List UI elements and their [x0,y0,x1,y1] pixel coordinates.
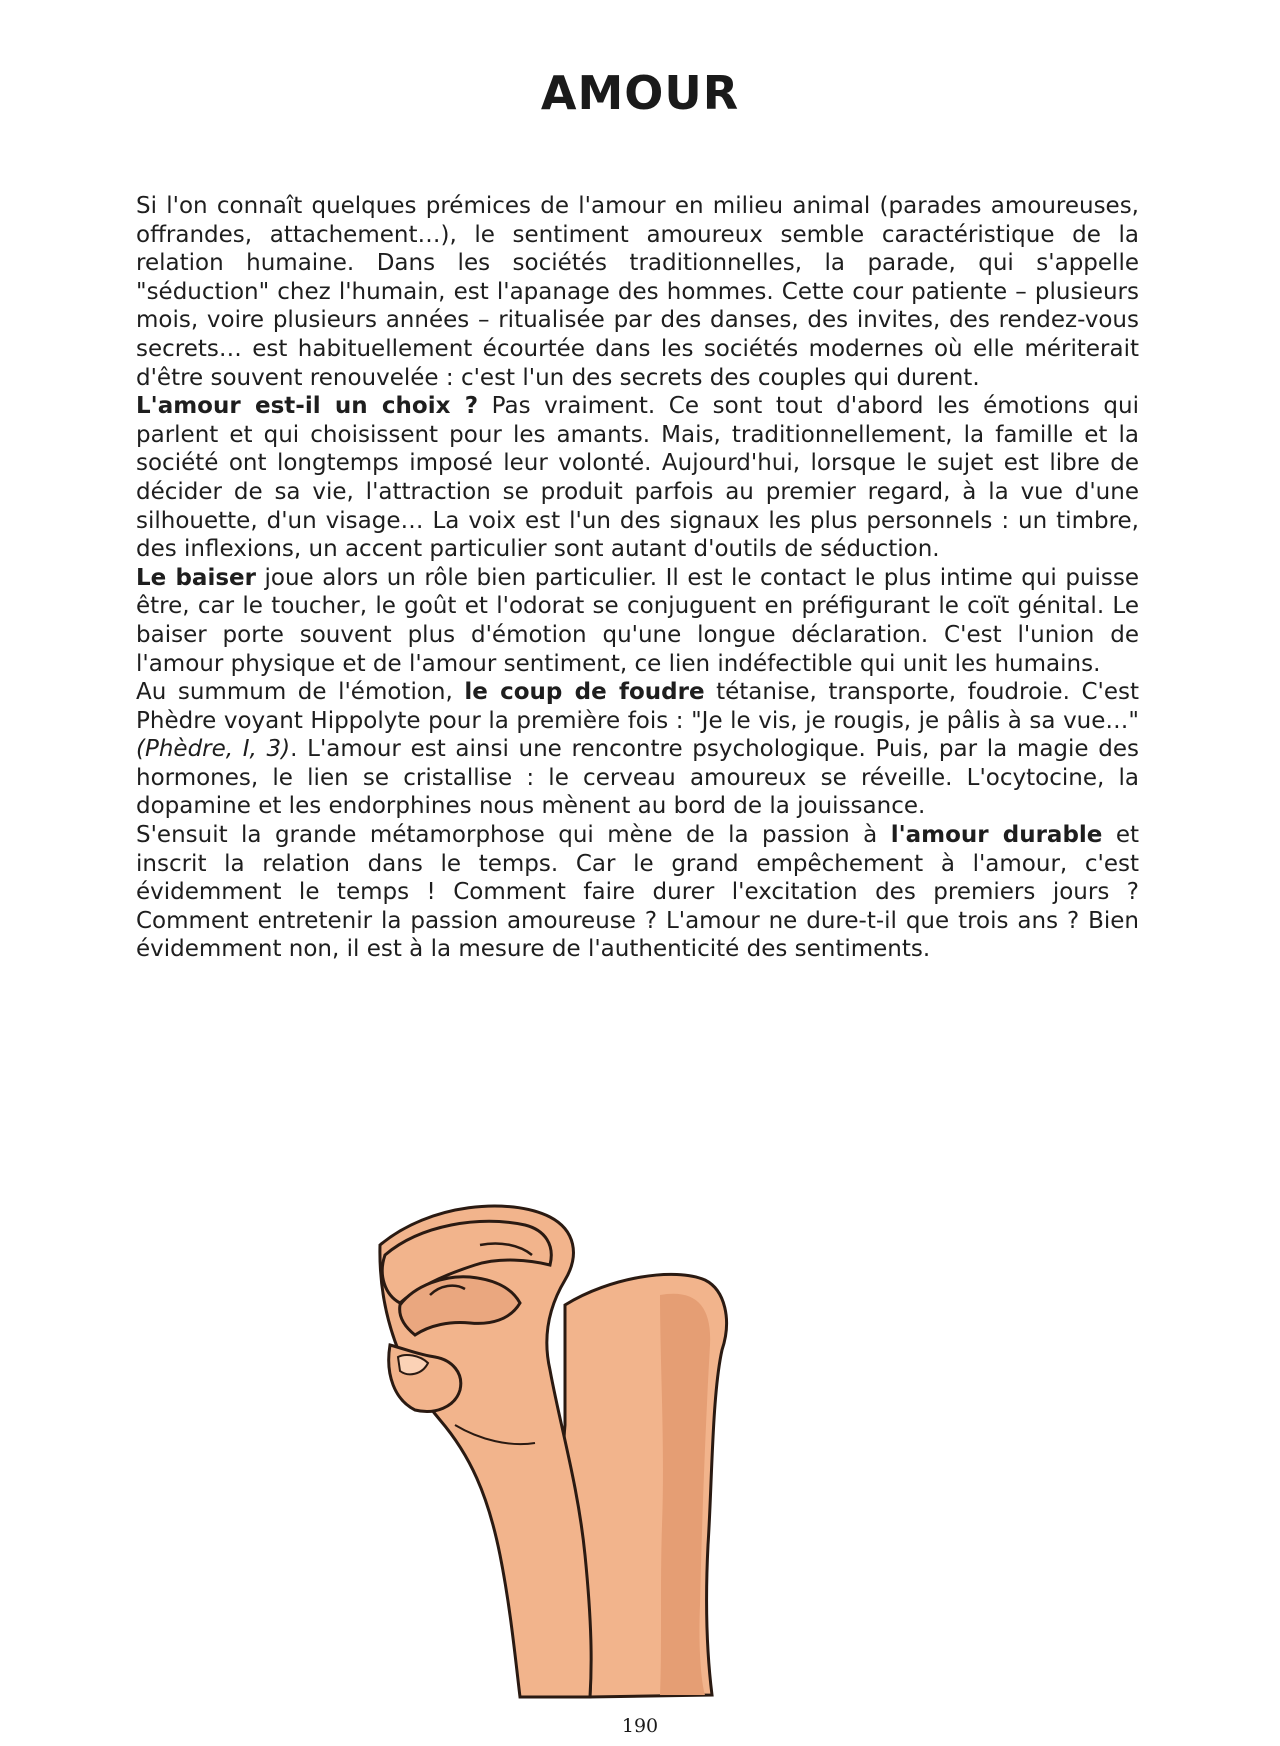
paragraph-1 [136,192,1139,392]
keyword-baiser: Le baiser [136,564,256,591]
paragraph-1-text: Si l'on connaît quelques prémices de l'amour en milieu animal (parades amoureuses, offrandes, attachement…), le sentiment amoureux semble caractéristique de la relation humaine. Dans les sociétés traditionnelles, la parade, qui s'appelle "séduction" chez l'humain, est l'apanage des hommes. Cette cour patiente – plusieurs mois, voire plusieurs années – ritualisée par des danses, des invites, des rendez-vous secrets… est habituellement écourtée dans les sociétés modernes où elle mériterait d'être souvent renouvelée : c'est l'un des secrets des couples qui durent. [136,193,1139,391]
paragraph-5-after: et inscrit la relation dans le temps. Car le grand empêchement à l'amour, c'est évidemment le temps ! Comment faire durer l'excitation des premiers jours ? Comment entretenir la passion amoureuse ? L'amour ne dure-t-il que trois ans ? Bien évidemment non, il est à la mesure de l'authenticité des sentiments. [136,822,1139,963]
paragraph-5 [136,821,1139,964]
article-body [136,192,1139,964]
paragraph-4-before: Au summum de l'émotion, [136,679,465,706]
page-number: 190 [621,1715,659,1737]
citation-phedre: (Phèdre, I, 3) [136,736,291,763]
paragraph-4 [136,678,1139,821]
paragraph-2-text: Pas vraiment. Ce sont tout d'abord les émotions qui parlent et qui choisissent pour les amants. Mais, traditionnellement, la famille et la société ont longtemps imposé leur volonté. Aujourd'hui, lorsque le sujet est libre de décider de sa vie, l'attraction se produit parfois au premier regard, à la vue d'une silhouette, d'un visage… La voix est l'un des signaux les plus personnels : un timbre, des inflexions, un accent particulier sont autant d'outils de séduction. [136,393,1139,563]
keyword-coup-de-foudre: le coup de foudre [464,679,705,706]
page-title: AMOUR [540,66,740,120]
keyword-amour-durable: l'amour durable [890,822,1103,849]
paragraph-2 [136,392,1139,564]
paragraph-3 [136,564,1139,678]
keyword-choix: L'amour est-il un choix ? [136,393,479,420]
paragraph-5-before: S'ensuit la grande métamorphose qui mène de la passion à [136,822,891,849]
paragraph-4-after: . L'amour est ainsi une rencontre psychologique. Puis, par la magie des hormones, le lien se cristallise : le cerveau amoureux se réveille. L'ocytocine, la dopamine et les endorphines nous mènent au bord de la jouissance. [136,736,1139,820]
paragraph-4-middle: tétanise, transporte, foudroie. C'est Phèdre voyant Hippolyte pour la première fois : "Je le vis, je rougis, je pâlis à sa vue…" [136,679,1139,734]
clasped-hands-illustration [360,1185,860,1705]
paragraph-3-text: joue alors un rôle bien particulier. Il est le contact le plus intime qui puisse être, car le toucher, le goût et l'odorat se conjuguent en préfigurant le coït génital. Le baiser porte souvent plus d'émotion qu'une longue déclaration. C'est l'union de l'amour physique et de l'amour sentiment, ce lien indéfectible qui unit les humains. [136,564,1140,677]
